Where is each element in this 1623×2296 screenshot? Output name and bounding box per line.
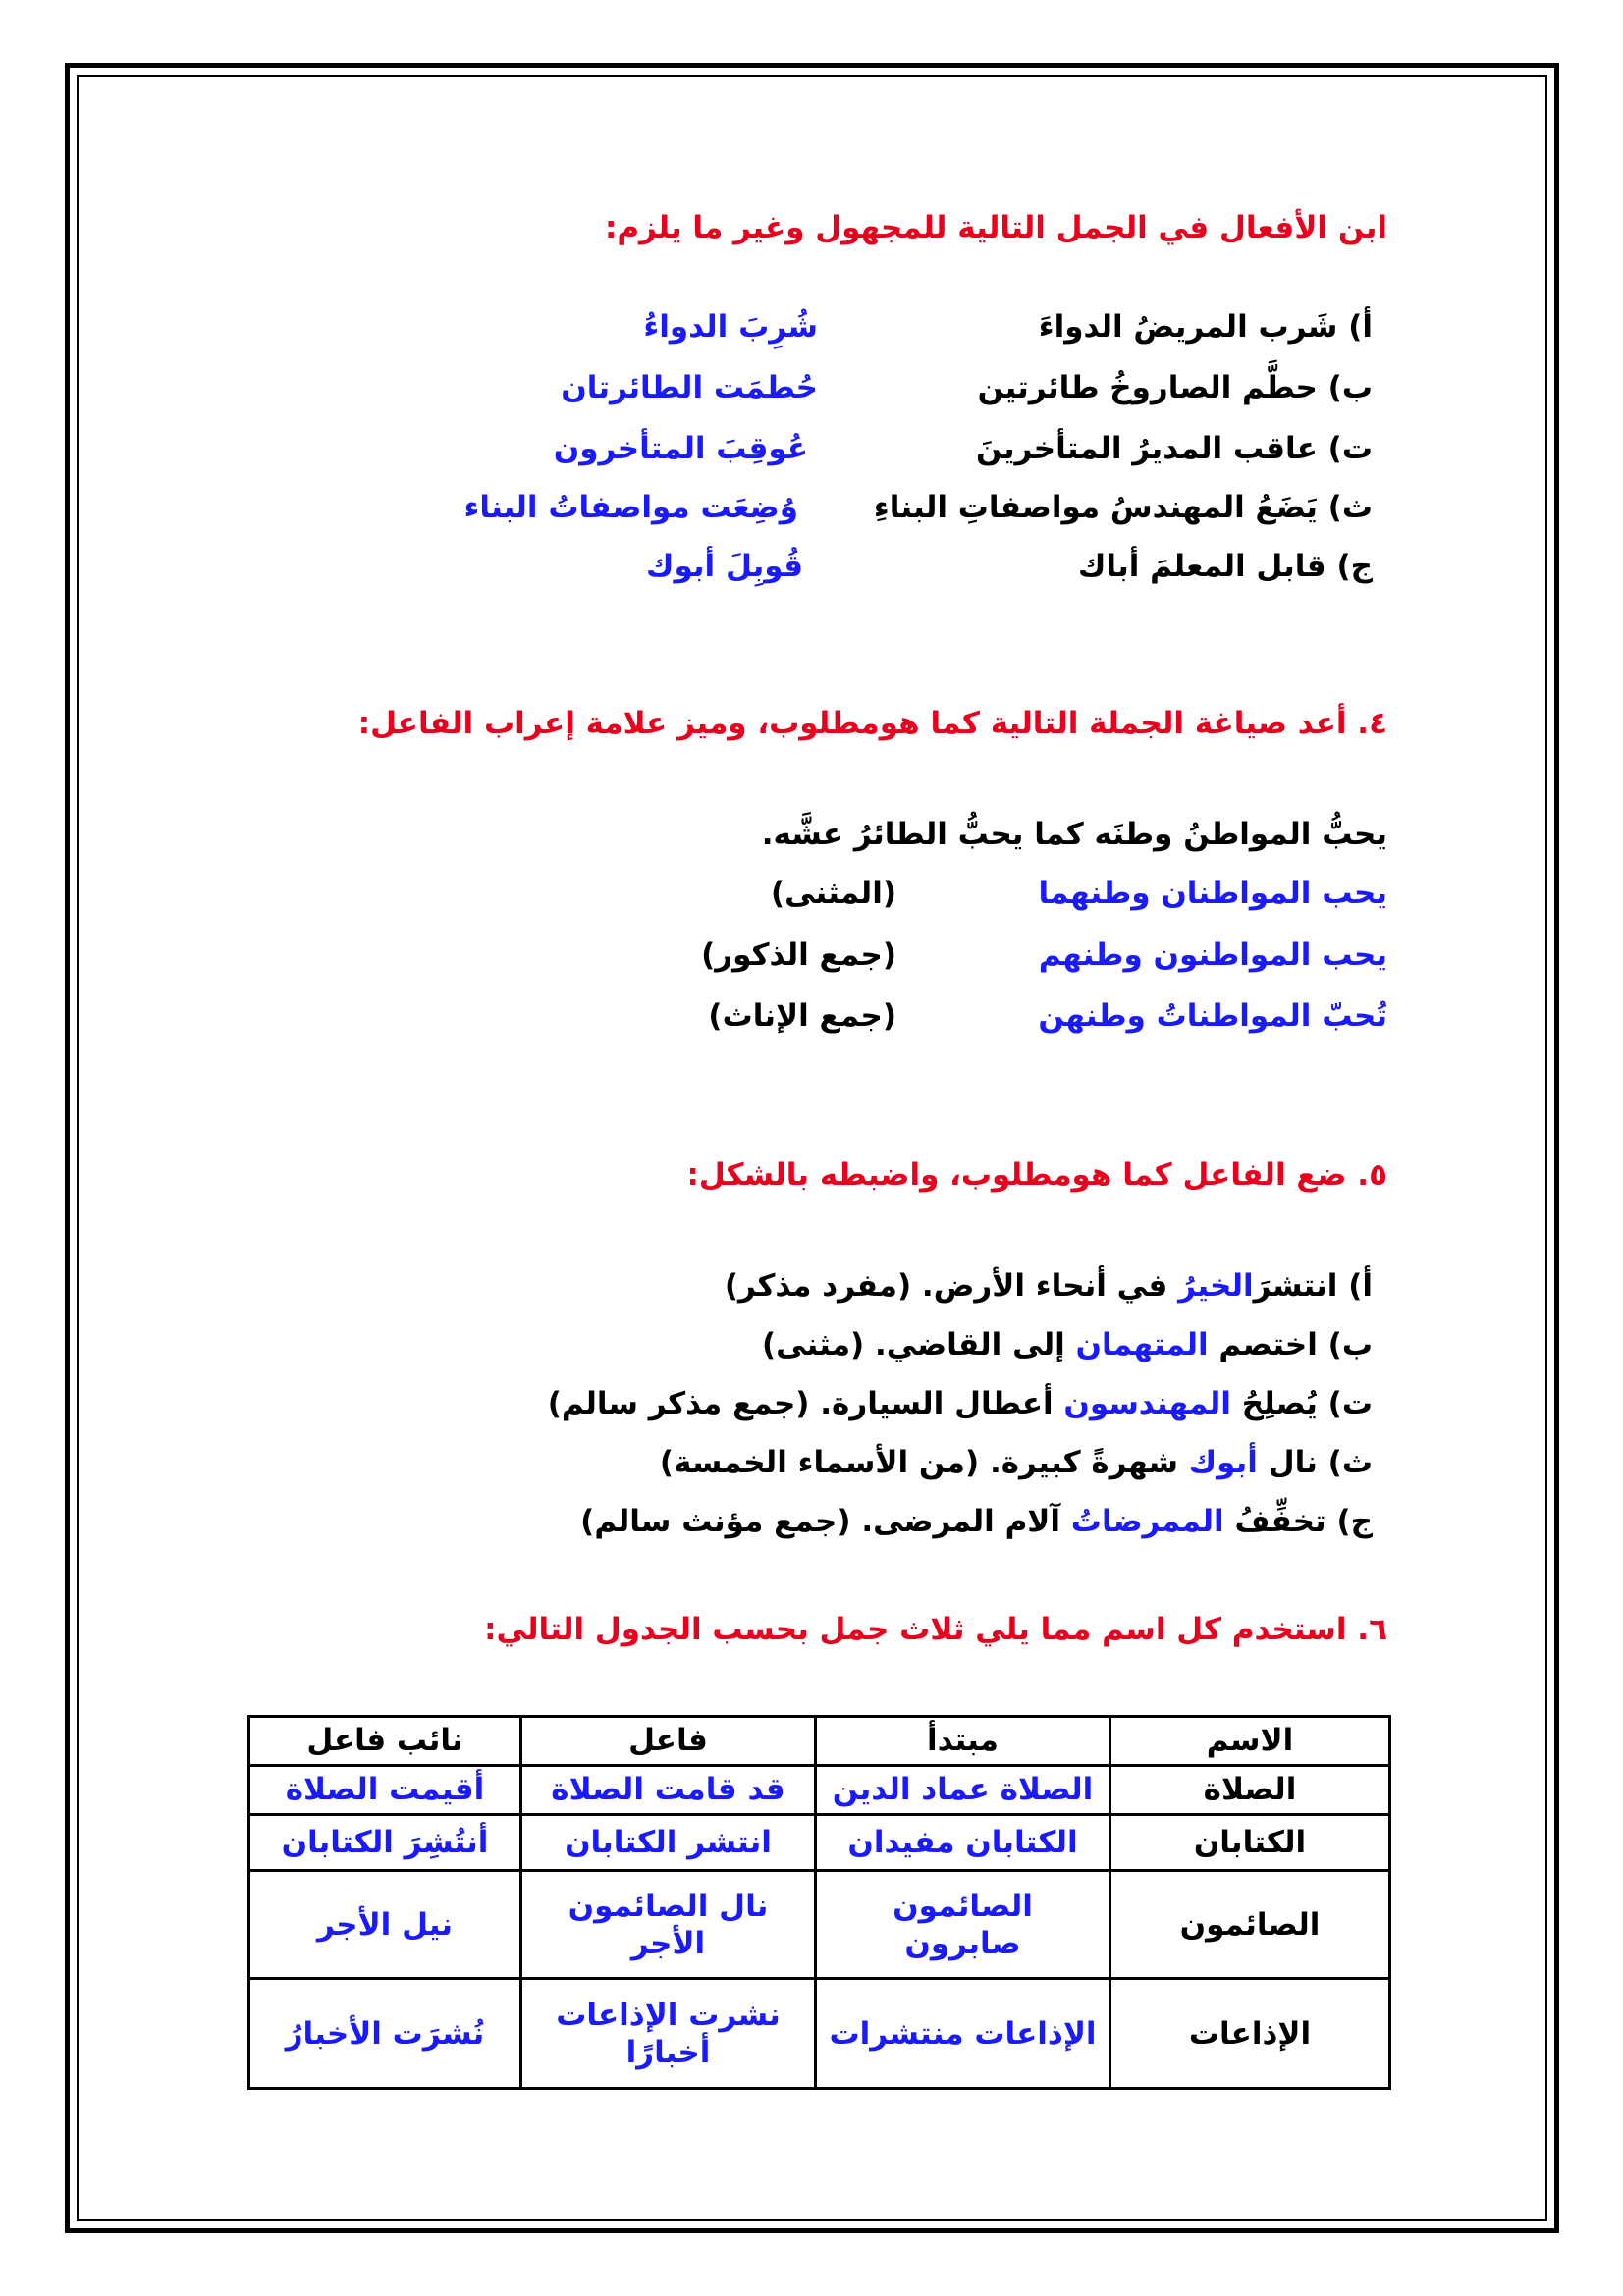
- q5-item-t: [548, 1384, 1373, 1423]
- q5-item-b: [762, 1325, 1373, 1364]
- item-label: ج): [1336, 1504, 1373, 1539]
- q5-item-j: [580, 1502, 1373, 1541]
- table-header-row: [249, 1717, 1390, 1766]
- item-label: ب): [1327, 370, 1373, 405]
- cell-fael: [521, 1979, 816, 2089]
- item-hint: (جمع مؤنث سالم): [580, 1504, 851, 1539]
- item-label: ث): [1327, 1445, 1373, 1480]
- item-label: أ): [1348, 1268, 1373, 1304]
- cell-line: الأجر: [630, 1925, 706, 1961]
- cell-name: الصائمون: [1110, 1871, 1390, 1979]
- cell-mubtada: الإذاعات منتشرات: [816, 1979, 1110, 2089]
- q3-answer-a: شُرِبَ الدواءُ: [643, 309, 818, 345]
- cell-fael: [521, 1871, 816, 1979]
- cell-line: نشرت الإذاعات: [556, 1997, 781, 2033]
- cell-naib: أقيمت الصلاة: [249, 1765, 521, 1815]
- item-label: ث): [1327, 490, 1373, 525]
- cell-name: الصلاة: [1110, 1765, 1390, 1815]
- item-sentence: شَرب المريضُ الدواءَ: [1038, 309, 1338, 345]
- cell-mubtada: الكتابان مفيدان: [816, 1815, 1110, 1871]
- q6-table: [247, 1715, 1391, 2090]
- q5-item-a: [725, 1266, 1373, 1306]
- q4-sentence: يحبُّ المواطنُ وطنَه كما يحبُّ الطائرُ عشَّه.: [761, 817, 1387, 852]
- q3-answer-b: حُطمَت الطائرتان: [561, 370, 818, 405]
- item-label: ت): [1327, 1386, 1373, 1421]
- item-fill: أبوك: [1188, 1445, 1258, 1480]
- cell-fael: انتشر الكتابان: [521, 1815, 816, 1871]
- item-label: أ): [1348, 309, 1373, 345]
- item-fill: المتهمان: [1075, 1327, 1209, 1362]
- item-before: تخفِّفُ: [1234, 1504, 1326, 1539]
- item-sentence: عاقب المديرُ المتأخرينَ: [975, 431, 1318, 466]
- q4-answer-dual: يحب المواطنان وطنهما: [1038, 876, 1387, 911]
- item-after: شهرةً كبيرة.: [989, 1445, 1178, 1480]
- cell-line: صابرون: [904, 1925, 1021, 1961]
- cell-fael: قد قامت الصلاة: [521, 1765, 816, 1815]
- q3-item-b: [978, 368, 1373, 407]
- header-fael: فاعل: [521, 1717, 816, 1766]
- item-before: يُصلِحُ: [1241, 1386, 1318, 1421]
- q4-answer-masc-plural: يحب المواطنون وطنهم: [1038, 937, 1387, 973]
- q3-item-j: [1078, 547, 1373, 586]
- item-before: نال: [1268, 1445, 1318, 1480]
- item-after: إلى القاضي.: [874, 1327, 1065, 1362]
- cell-mubtada: [816, 1871, 1110, 1979]
- item-label: ت): [1327, 431, 1373, 466]
- item-before: اختصم: [1218, 1327, 1318, 1362]
- table-row: [249, 1815, 1390, 1871]
- item-label: ب): [1327, 1327, 1373, 1362]
- q3-answer-th: وُضِعَت مواصفاتُ البناء: [463, 490, 798, 525]
- cell-naib: نيل الأجر: [249, 1871, 521, 1979]
- q3-answer-t: عُوقِبَ المتأخرون: [553, 431, 808, 466]
- q6-title: ٦. استخدم كل اسم مما يلي ثلاث جمل بحسب الجدول التالي:: [484, 1612, 1387, 1647]
- item-fill: الممرضاتُ: [1070, 1504, 1224, 1539]
- q3-item-t: [976, 429, 1373, 468]
- item-hint: (مثنى): [761, 1327, 865, 1362]
- q4-type-masc-plural: (جمع الذكور): [701, 937, 896, 973]
- cell-line: أخبارًا: [625, 2034, 711, 2070]
- table-row: [249, 1871, 1390, 1979]
- item-fill: المهندسون: [1063, 1386, 1231, 1421]
- item-label: ج): [1336, 549, 1373, 584]
- cell-naib: أنتُشِرَ الكتابان: [249, 1815, 521, 1871]
- table-row: [249, 1979, 1390, 2089]
- q4-answer-fem-plural: تُحبّ المواطناتُ وطنهن: [1038, 998, 1387, 1034]
- item-hint: (مفرد مذكر): [724, 1268, 912, 1304]
- cell-name: الكتابان: [1110, 1815, 1390, 1871]
- q3-item-a: [1039, 307, 1373, 347]
- item-hint: (جمع مذكر سالم): [547, 1386, 810, 1421]
- item-hint: (من الأسماء الخمسة): [659, 1445, 980, 1480]
- header-naib: نائب فاعل: [249, 1717, 521, 1766]
- q4-type-fem-plural: (جمع الإناث): [708, 998, 896, 1034]
- cell-mubtada: الصلاة عماد الدين: [816, 1765, 1110, 1815]
- item-after: أعطال السيارة.: [820, 1386, 1054, 1421]
- header-name: الاسم: [1110, 1717, 1390, 1766]
- item-fill: الخيرُ: [1178, 1268, 1254, 1304]
- cell-naib: نُشرَت الأخبارُ: [249, 1979, 521, 2089]
- cell-name: الإذاعات: [1110, 1979, 1390, 2089]
- q5-title: ٥. ضع الفاعل كما هومطلوب، واضبطه بالشكل:: [686, 1157, 1387, 1193]
- q5-item-th: [660, 1443, 1373, 1482]
- item-sentence: حطَّم الصاروخُ طائرتين: [977, 370, 1318, 405]
- q3-title: ابن الأفعال في الجمل التالية للمجهول وغير ما يلزم:: [604, 210, 1387, 245]
- cell-line: نال الصائمون: [568, 1888, 769, 1924]
- item-sentence: قابل المعلمَ أباك: [1078, 549, 1326, 584]
- q3-item-th: [874, 488, 1373, 527]
- item-before: انتشرَ: [1253, 1268, 1338, 1304]
- header-mubtada: مبتدأ: [816, 1717, 1110, 1766]
- cell-line: الصائمون: [893, 1888, 1033, 1924]
- q4-title: ٤. أعد صياغة الجملة التالية كما هومطلوب، وميز علامة إعراب الفاعل:: [357, 706, 1387, 741]
- item-sentence: يَضَعُ المهندسُ مواصفاتِ البناءِ: [873, 490, 1318, 525]
- item-after: في أنحاء الأرض.: [921, 1268, 1168, 1304]
- item-after: آلام المرضى.: [861, 1504, 1060, 1539]
- table-row: [249, 1765, 1390, 1815]
- q4-type-dual: (المثنى): [770, 876, 896, 911]
- q3-answer-j: قُوبِلَ أبوك: [646, 549, 803, 584]
